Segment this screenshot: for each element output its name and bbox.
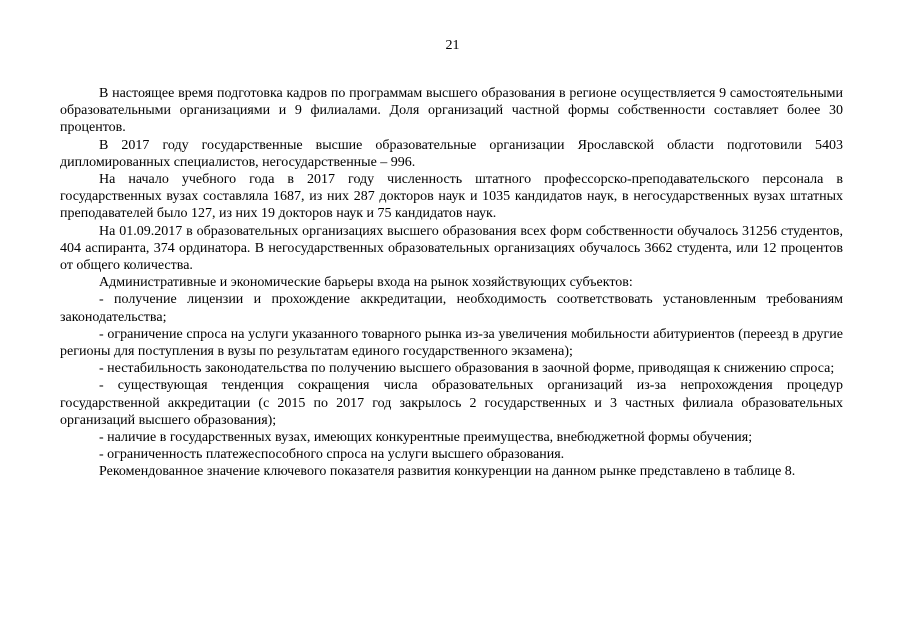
list-item-organization-reduction: - существующая тенденция сокращения числа образовательных организаций из-за непрохождения процедур государственной аккредитации (с 2015 по 2017 год закрылось 2 государственных и 3 частных филиала образовательных организаций высшего образования); <box>60 378 843 428</box>
list-item-limited-demand: - ограниченность платежеспособного спроса на услуги высшего образования. <box>99 447 565 463</box>
paragraph-teaching-staff: На начало учебного года в 2017 году численность штатного профессорско-преподавательского персонала в государственных вузах составляла 1687, из них 287 докторов наук и 1035 кандидатов наук, в негосударственных вузах штатных преподавателей было 127, из них 19 докторов наук и 75 кандидатов наук. <box>60 172 843 222</box>
paragraph-enrollment: На 01.09.2017 в образовательных организациях высшего образования всех форм собственности обучалось 31256 студентов, 404 аспиранта, 374 ординатора. В негосударственных образовательных организациях обучалось 3662 студента, или 12 процентов от общего количества. <box>60 223 843 274</box>
list-item-demand-limitation: - ограничение спроса на услуги указанного товарного рынка из-за увеличения мобильности абитуриентов (переезд в другие регионы для поступления в вузы по результатам единого государственного экзамена); <box>60 326 843 360</box>
paragraph-training-overview: В настоящее время подготовка кадров по программам высшего образования в регионе осуществляется 9 самостоятельными образовательными организациями и 9 филиалами. Доля организаций частной формы собственности составляет более 30 процентов. <box>60 86 843 136</box>
paragraph-recommended-value: Рекомендованное значение ключевого показателя развития конкуренции на данном рынке представлено в таблице 8. <box>99 464 796 480</box>
paragraph-barriers-intro: Административные и экономические барьеры входа на рынок хозяйствующих субъектов: <box>99 275 633 291</box>
paragraph-graduates-2017: В 2017 году государственные высшие образовательные организации Ярославской области подготовили 5403 дипломированных специалистов, негосударственные – 996. <box>60 137 843 170</box>
page-number: 21 <box>445 38 460 53</box>
list-item-legislation-instability: - нестабильность законодательства по получению высшего образования в заочной форме, приводящая к снижению спроса; <box>99 361 835 377</box>
list-item-licensing: - получение лицензии и прохождение аккредитации, необходимость соответствовать установленным требованиям законодательства; <box>60 292 843 325</box>
body-text <box>60 85 843 481</box>
list-item-extrabudgetary: - наличие в государственных вузах, имеющих конкурентные преимущества, внебюджетной формы обучения; <box>99 430 753 446</box>
